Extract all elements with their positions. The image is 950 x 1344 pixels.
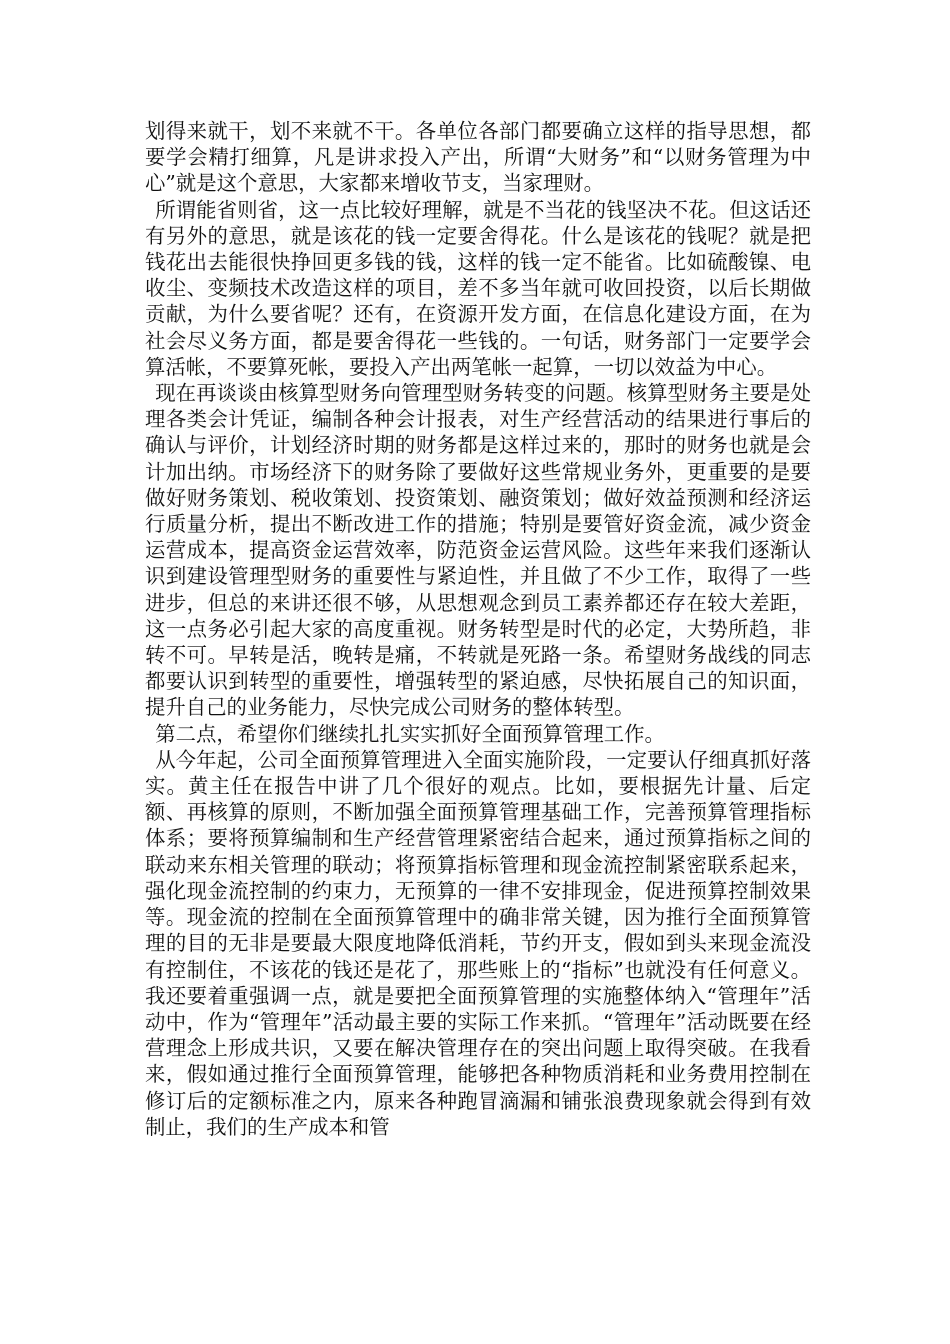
paragraph-save-where-possible: 所谓能省则省，这一点比较好理解，就是不当花的钱坚决不花。但这话还有另外的意思，就是该花的钱一定要舍得花。什么是该花的钱呢？就是把钱花出去能很快挣回更多钱的钱，这样的钱一定不能省。比如硫酸镍、电收尘、变频技术改造这样的项目，差不多当年就可收回投资，以后长期做贡献，为什么要省呢？还有，在资源开发方面，在信息化建设方面，在为社会尽义务方面，都是要舍得花一些钱的。一句话，财务部门一定要学会算活帐，不要算死帐，要投入产出两笔帐一起算，一切以效益为中心。 (145, 197, 811, 379)
paragraph-second-point: 第二点，希望你们继续扎扎实实抓好全面预算管理工作。 (155, 721, 665, 746)
document-page (145, 118, 811, 1140)
paragraph-continuation: 划得来就干，划不来就不干。各单位各部门都要确立这样的指导思想，都要学会精打细算，凡是讲求投入产出，所谓“大财务”和“以财务管理为中心”就是这个意思，大家都来增收节支，当家理财。 (145, 119, 811, 196)
paragraph-finance-transformation: 现在再谈谈由核算型财务向管理型财务转变的问题。核算型财务主要是处理各类会计凭证，编制各种会计报表，对生产经营活动的结果进行事后的确认与评价，计划经济时期的财务都是这样过来的，那时的财务也就是会计加出纳。市场经济下的财务除了要做好这些常规业务外，更重要的是要做好财务策划、税收策划、投资策划、融资策划；做好效益预测和经济运行质量分析，提出不断改进工作的措施；特别是要管好资金流，减少资金运营成本，提高资金运营效率，防范资金运营风险。这些年来我们逐渐认识到建设管理型财务的重要性与紧迫性，并且做了不少工作，取得了一些进步，但总的来讲还很不够，从思想观念到员工素养都还存在较大差距，这一点务必引起大家的高度重视。财务转型是时代的必定，大势所趋，非转不可。早转是活，晚转是痛，不转就是死路一条。希望财务战线的同志都要认识到转型的重要性，增强转型的紧迫感，尽快拓展自己的知识面，提升自己的业务能力，尽快完成公司财务的整体转型。 (145, 381, 811, 720)
paragraph-budget-management: 从今年起，公司全面预算管理进入全面实施阶段，一定要认仔细真抓好落实。黄主任在报告中讲了几个很好的观点。比如，要根据先计量、后定额、再核算的原则，不断加强全面预算管理基础工作，完善预算管理指标体系；要将预算编制和生产经营管理紧密结合起来，通过预算指标之间的联动来东相关管理的联动；将预算指标管理和现金流控制紧密联系起来，强化现金流控制的约束力，无预算的一律不安排现金，促进预算控制效果等。现金流的控制在全面预算管理中的确非常关键，因为推行全面预算管理的目的无非是要最大限度地降低消耗，节约开支，假如到头来现金流没有控制住，不该花的钱还是花了，那些账上的“指标”也就没有任何意义。我还要着重强调一点，就是要把全面预算管理的实施整体纳入“管理年”活动中，作为“管理年”活动最主要的实际工作来抓。“管理年”活动既要在经营理念上形成共识，又要在解决管理存在的突出问题上取得突破。在我看来，假如通过推行全面预算管理，能够把各种物质消耗和业务费用控制在修订后的定额标准之内，原来各种跑冒滴漏和铺张浪费现象就会得到有效制止，我们的生产成本和管 (145, 747, 811, 1139)
